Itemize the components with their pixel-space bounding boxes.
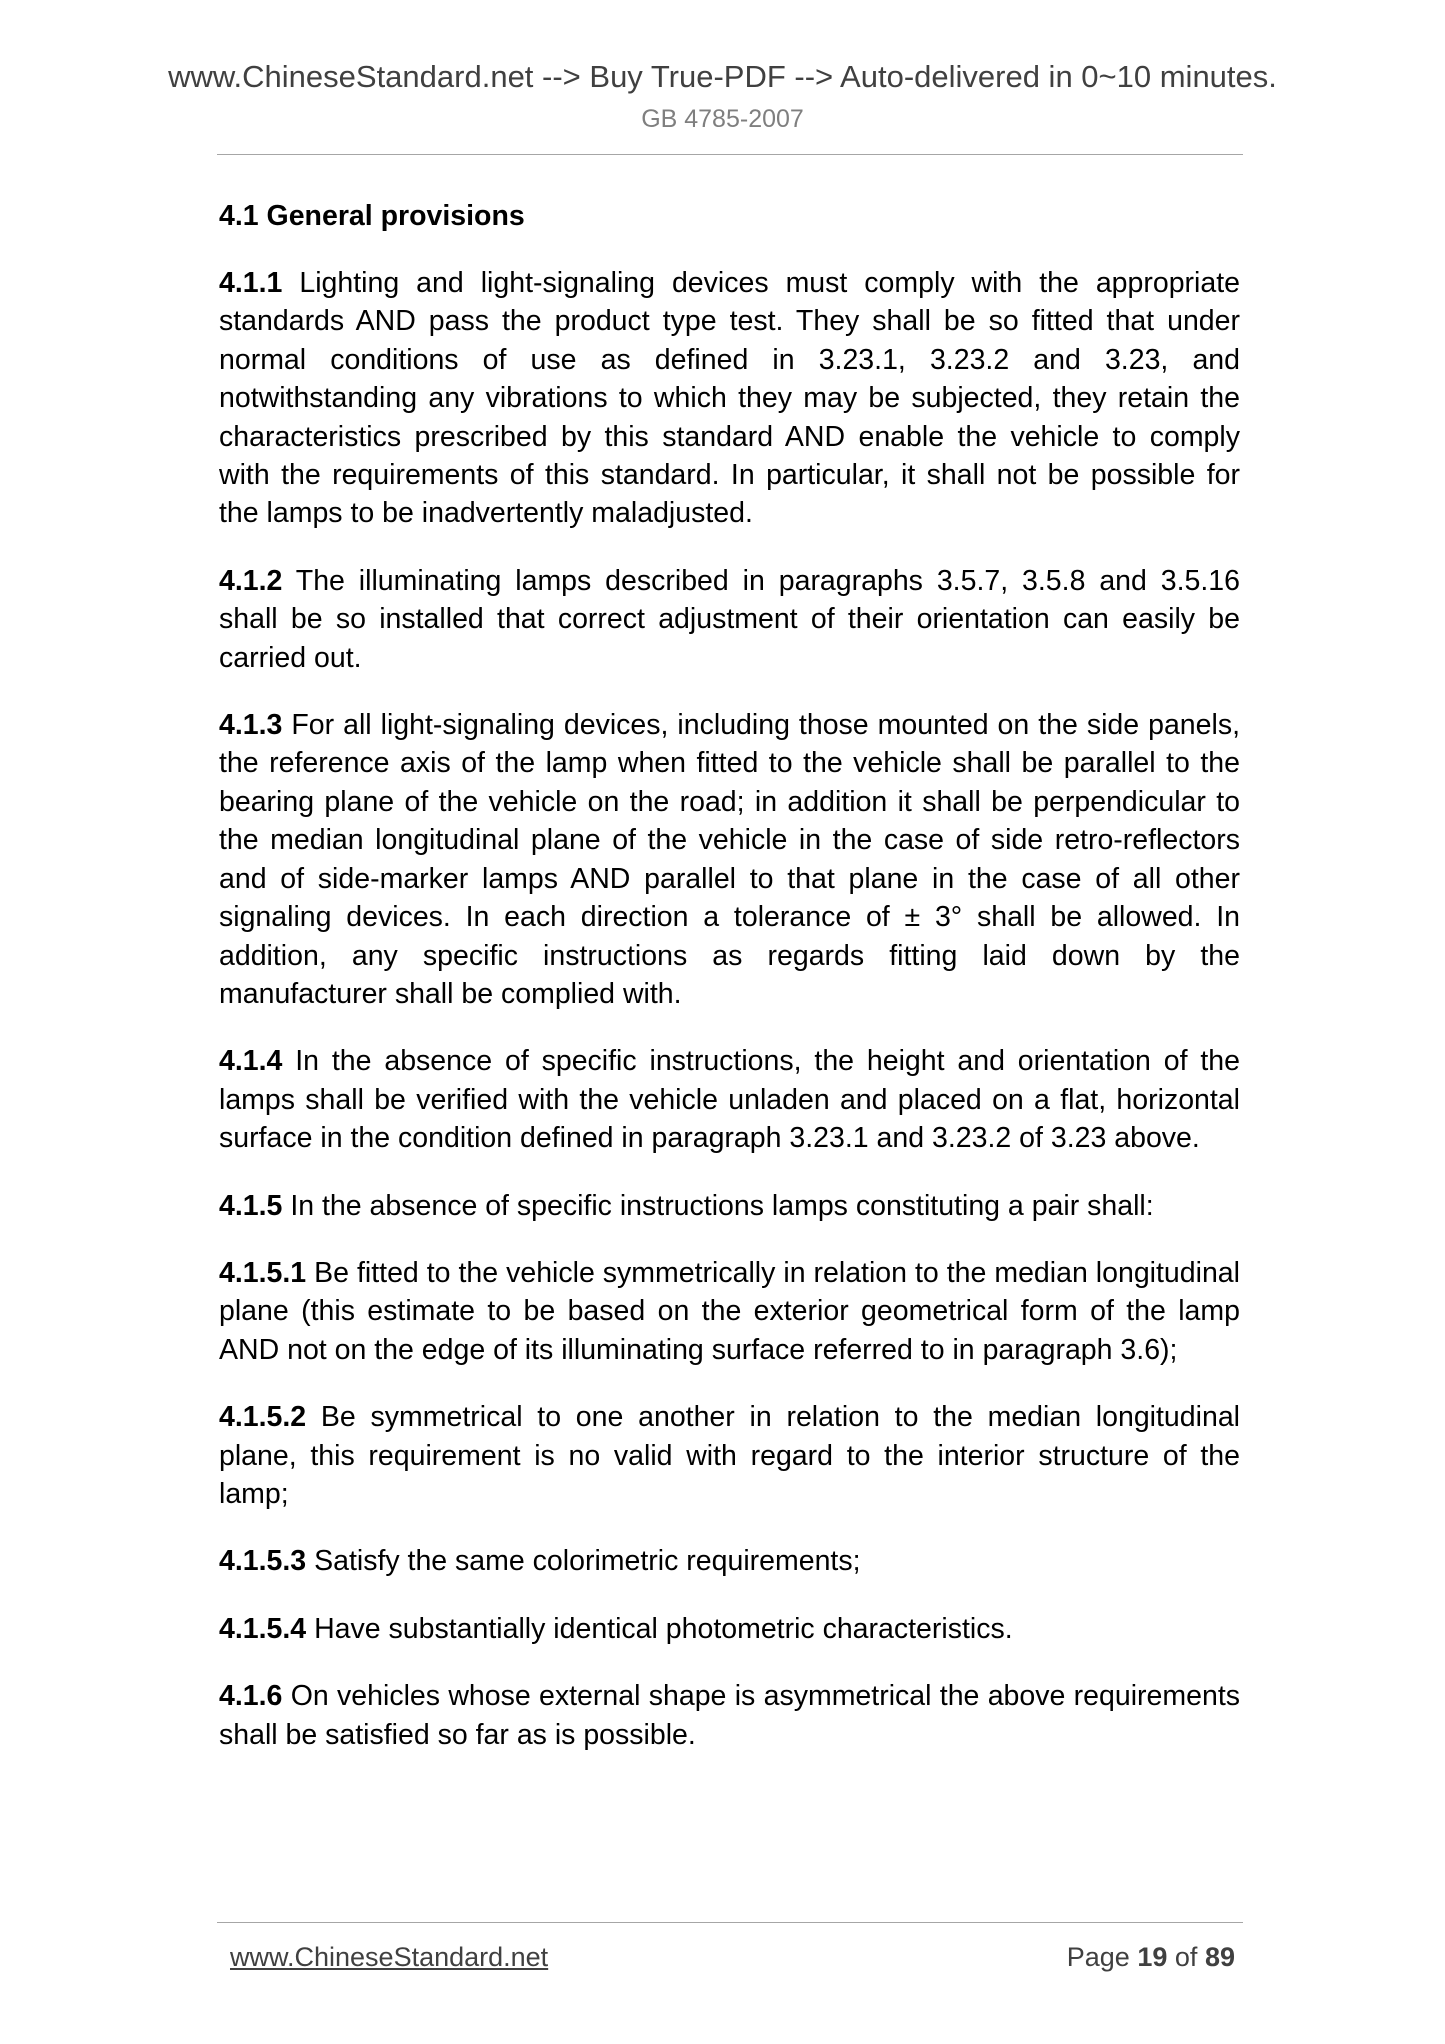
section-title: 4.1 General provisions	[219, 200, 525, 232]
document-body	[219, 197, 1240, 1783]
paragraph-text: Lighting and light-signaling devices must comply with the appropriate standards AND pass the product type test. They shall be so fitted that under normal conditions of use as defined in 3.23.1, 3.23.2 and 3.23, and notwithstanding any vibrations to which they may be subjected, they retain the characteristics prescribed by this standard AND enable the vehicle to comply with the requirements of this standard. In particular, it shall not be possible for the lamps to be inadvertently maladjusted.	[219, 267, 1240, 530]
footer-website-link[interactable]: www.ChineseStandard.net	[230, 1942, 549, 1972]
paragraph-4-1-6	[219, 1677, 1240, 1754]
paragraph-4-1-3	[219, 706, 1240, 1013]
paragraph-number: 4.1.5.3	[219, 1545, 307, 1578]
paragraph-4-1-4	[219, 1042, 1240, 1157]
paragraph-text: For all light-signaling devices, including those mounted on the side panels, the reference axis of the lamp when fitted to the vehicle shall be parallel to the bearing plane of the vehicle on the road; in addition it shall be perpendicular to the median longitudinal plane of the vehicle in the case of side retro-reflectors and of side-marker lamps AND parallel to that plane in the case of all other signaling devices. In each direction a tolerance of ± 3° shall be allowed. In addition, any specific instructions as regards fitting laid down by the manufacturer shall be complied with.	[219, 709, 1240, 1010]
paragraph-text: Have substantially identical photometric characteristics.	[314, 1612, 1013, 1645]
footer-divider	[217, 1922, 1243, 1923]
paragraph-text: The illuminating lamps described in paragraphs 3.5.7, 3.5.8 and 3.5.16 shall be so installed that correct adjustment of their orientation can easily be carried out.	[219, 564, 1241, 674]
paragraph-4-1-5-4	[219, 1610, 1240, 1648]
page-indicator	[1067, 1940, 1235, 1974]
paragraph-4-1-5-3	[219, 1542, 1240, 1580]
total-pages: 89	[1204, 1942, 1235, 1972]
paragraph-number: 4.1.5	[219, 1189, 283, 1222]
paragraph-number: 4.1.2	[219, 564, 283, 597]
paragraph-number: 4.1.6	[219, 1680, 283, 1713]
paragraph-text: Be symmetrical to one another in relation to the median longitudinal plane, this requirement is no valid with regard to the interior structure of the lamp;	[219, 1401, 1241, 1510]
paragraph-number: 4.1.5.2	[219, 1401, 307, 1434]
paragraph-text: Be fitted to the vehicle symmetrically in relation to the median longitudinal plane (this estimate to be based on the exterior geometrical form of the lamp AND not on the edge of its illuminating surface referred to in paragraph 3.6);	[219, 1256, 1240, 1366]
paragraph-4-1-5-2	[219, 1398, 1240, 1513]
paragraph-text: On vehicles whose external shape is asymmetrical the above requirements shall be satisfied so far as is possible.	[219, 1680, 1240, 1751]
paragraph-number: 4.1.5.4	[219, 1612, 307, 1645]
paragraph-number: 4.1.5.1	[219, 1256, 307, 1289]
paragraph-4-1-2	[219, 562, 1240, 677]
page-number: 19	[1137, 1942, 1168, 1972]
standard-code: GB 4785-2007	[641, 105, 804, 133]
header-banner: www.ChineseStandard.net --> Buy True-PDF --> Auto-delivered in 0~10 minutes.	[168, 59, 1277, 94]
paragraph-4-1-5-1	[219, 1254, 1240, 1369]
header-divider	[217, 154, 1243, 155]
paragraph-4-1-1	[219, 264, 1240, 533]
paragraph-number: 4.1.3	[219, 709, 283, 742]
paragraph-text: In the absence of specific instructions, the height and orientation of the lamps shall be verified with the vehicle unladen and placed on a flat, horizontal surface in the condition defined in paragraph 3.23.1 and 3.23.2 of 3.23 above.	[219, 1045, 1240, 1155]
of-label: of	[1174, 1942, 1198, 1972]
paragraph-number: 4.1.1	[219, 267, 283, 299]
paragraph-text: Satisfy the same colorimetric requirements;	[314, 1545, 861, 1578]
page-label: Page	[1066, 1942, 1130, 1972]
paragraph-text: In the absence of specific instructions lamps constituting a pair shall:	[290, 1189, 1154, 1222]
paragraph-4-1-5	[219, 1187, 1240, 1225]
paragraph-number: 4.1.4	[219, 1045, 283, 1078]
